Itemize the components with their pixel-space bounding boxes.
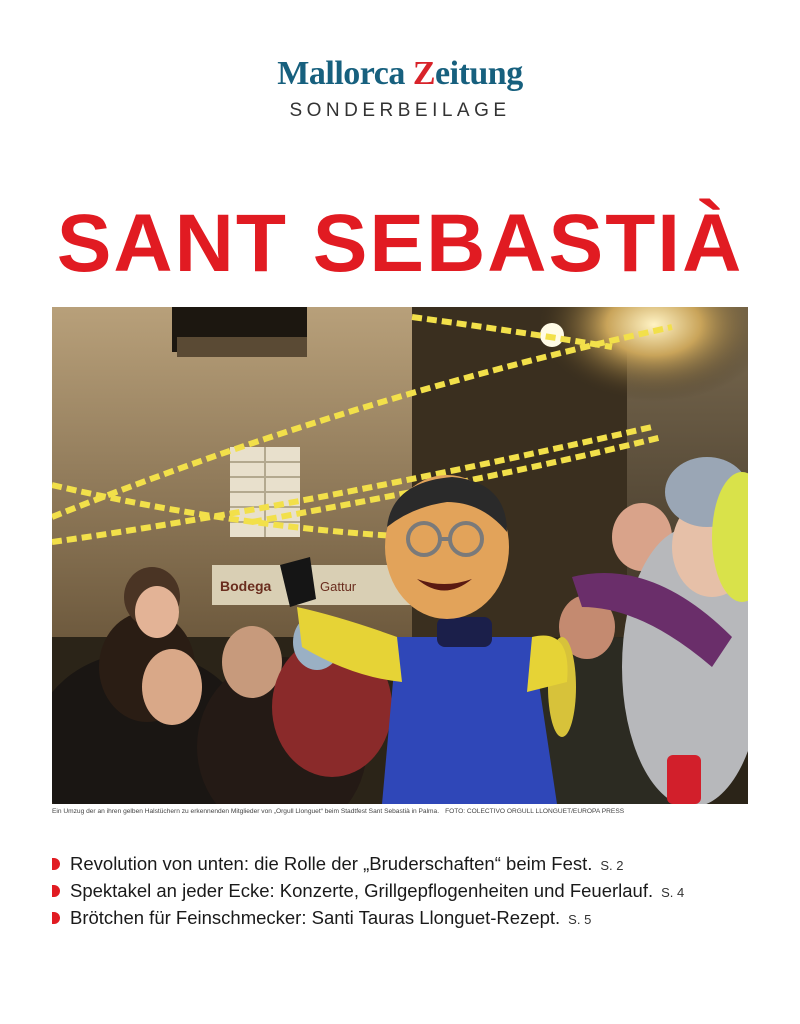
brand-logo xyxy=(0,54,800,94)
teaser-text: Revolution von unten: die Rolle der „Bruderschaften“ beim Fest. xyxy=(70,853,593,874)
brand-word-mallorca: Mallorca xyxy=(277,55,405,92)
red-bullet-icon xyxy=(52,912,60,924)
teaser-page-ref: S. 5 xyxy=(568,912,592,927)
teaser-item xyxy=(52,850,772,877)
caption-text: Ein Umzug der an ihren gelben Halstüchern zu erkennenden Mitglieder von „Orgull Llonguet“ beim Stadtfest Sant Sebastià in Palma. xyxy=(52,808,440,815)
masthead xyxy=(0,54,800,122)
second-sign-text: Gattur xyxy=(320,579,357,594)
teaser-item xyxy=(52,877,772,904)
photo-caption xyxy=(52,808,752,815)
bodega-sign-text: Bodega xyxy=(220,578,272,594)
photo-credit: FOTO: COLECTIVO ORGULL LLONGUET/EUROPA PRESS xyxy=(445,808,625,815)
teaser-page-ref: S. 4 xyxy=(661,885,685,900)
teaser-text: Spektakel an jeder Ecke: Konzerte, Grillgepflogenheiten und Feuerlauf. xyxy=(70,880,654,901)
supplement-label: SONDERBEILAGE xyxy=(289,100,511,121)
teaser-item xyxy=(52,904,772,931)
cover-photo xyxy=(52,307,748,804)
festival-photo-illustration xyxy=(52,307,748,804)
cover-headline: SANT SEBASTIÀ xyxy=(56,198,744,289)
teaser-text: Brötchen für Feinschmecker: Santi Tauras Llonguet-Rezept. xyxy=(70,907,561,928)
balcony xyxy=(177,337,307,357)
brand-word-zeitung: eitung xyxy=(435,55,523,92)
teaser-page-ref: S. 2 xyxy=(600,858,624,873)
brand-letter-z: Z xyxy=(412,55,436,92)
red-bullet-icon xyxy=(52,858,60,870)
red-bullet-icon xyxy=(52,885,60,897)
teaser-list xyxy=(52,850,772,931)
